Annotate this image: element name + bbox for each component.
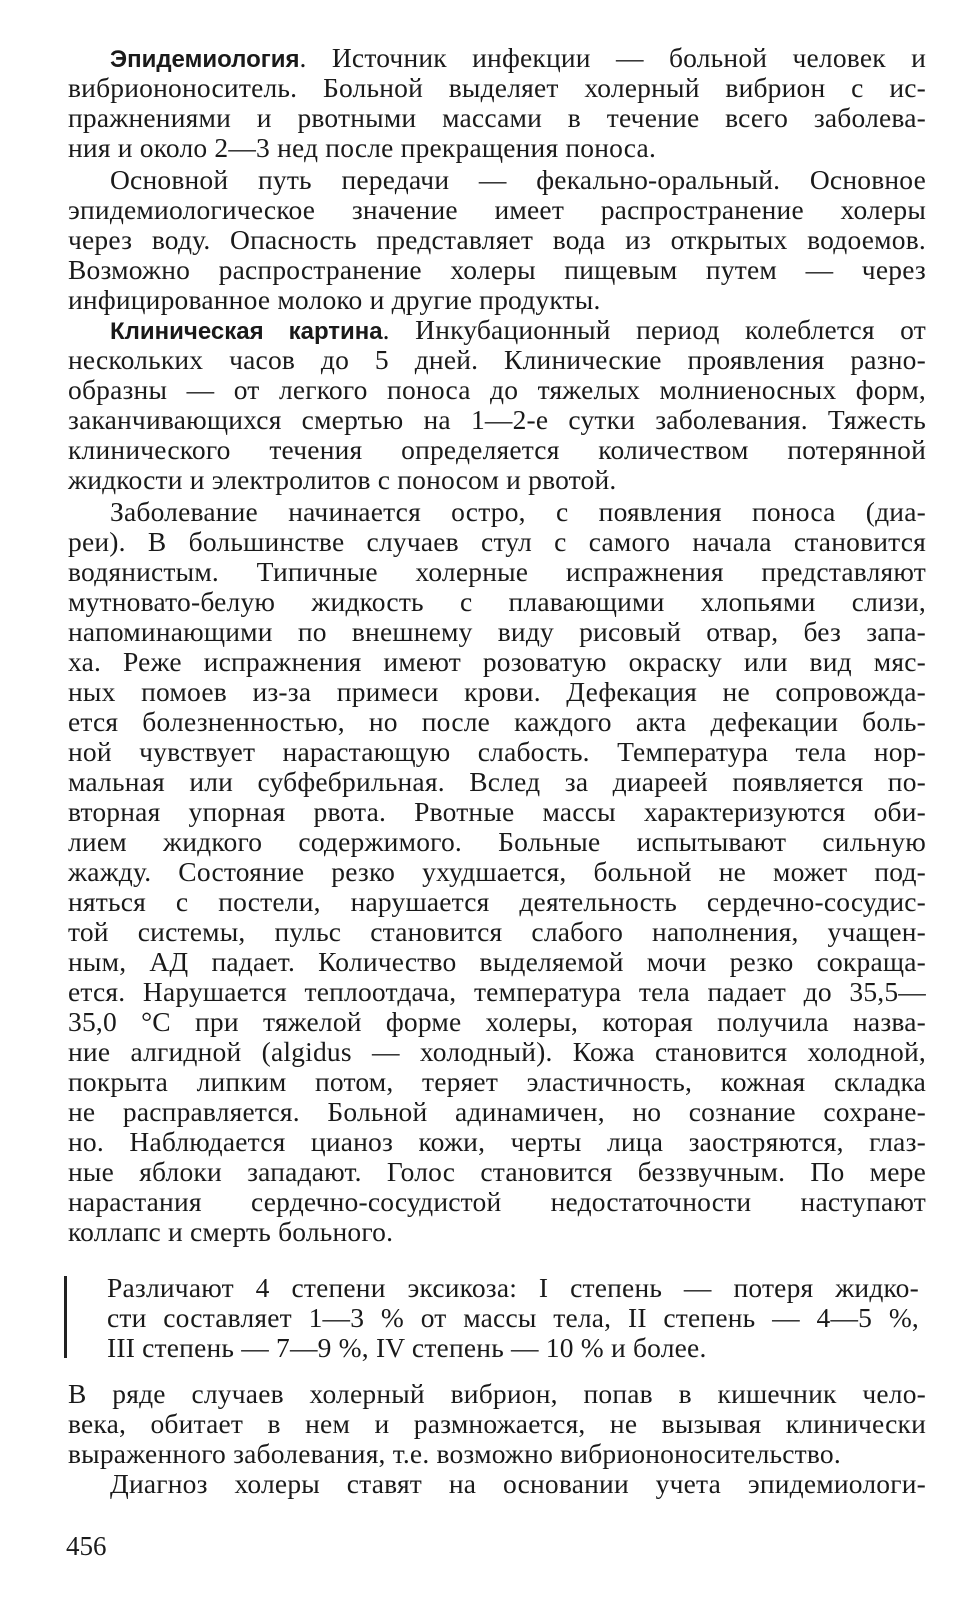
text-line: Заболевание начинается остро, с появления поноса (диа- [110, 496, 926, 527]
text-line: через воду. Опасность представляет вода из открытых водоемов. [68, 224, 926, 255]
text-line: заканчивающихся смертью на 1—2-е сутки заболевания. Тяжесть [68, 404, 926, 435]
text-line: ные яблоки западают. Голос становится беззвучным. По мере [68, 1156, 926, 1187]
text-line: эпидемиологическое значение имеет распространение холеры [68, 194, 926, 225]
page-number: 456 [66, 1531, 107, 1561]
text-line: покрыта липким потом, теряет эластичность, кожная складка [68, 1066, 926, 1097]
text-line: Основной путь передачи — фекально-оральный. Основное [110, 164, 926, 195]
text-line: образны — от легкого поноса до тяжелых молниеносных форм, [68, 374, 926, 405]
text-line: ется болезненностью, но после каждого акта дефекации боль- [68, 706, 926, 737]
text-line: мутновато-белую жидкость с плавающими хлопьями слизи, [68, 586, 926, 617]
text-line: инфицированное молоко и другие продукты. [68, 284, 601, 315]
text-line: 35,0 °С при тяжелой форме холеры, которая получила назва- [68, 1006, 926, 1037]
text-line: выраженного заболевания, т.е. возможно вибриононосительство. [68, 1438, 841, 1469]
text-line: няться с постели, нарушается деятельность сердечно-сосудис- [68, 886, 926, 917]
text-line: водянистым. Типичные холерные испражнения представляют [68, 556, 926, 587]
text-line: вторная упорная рвота. Рвотные массы характеризуются оби- [68, 796, 926, 827]
text-line: сти составляет 1—3 % от массы тела, II степень — 4—5 %, [107, 1302, 919, 1333]
margin-bar [64, 1276, 67, 1358]
text-line: нескольких часов до 5 дней. Клинические проявления разно- [68, 344, 926, 375]
text-line: Эпидемиология. Источник инфекции — больной человек и [110, 42, 926, 73]
text-line: жидкости и электролитов с поносом и рвотой. [68, 464, 617, 495]
text-line: нарастания сердечно-сосудистой недостаточности наступают [68, 1186, 926, 1217]
text-line: не расправляется. Больной адинамичен, но сознание сохране- [68, 1096, 926, 1127]
run-in-heading: Клиническая картина [110, 318, 383, 345]
text-line: напоминающими по внешнему виду рисовый отвар, без запа- [68, 616, 926, 647]
text-line: жажду. Состояние резко ухудшается, больной не может под- [68, 856, 926, 887]
text-line: Различают 4 степени эксикоза: I степень — потеря жидко- [107, 1272, 919, 1303]
text-line: ние алгидной (algidus — холодный). Кожа становится холодной, [68, 1036, 926, 1067]
text-line: ным, АД падает. Количество выделяемой мочи резко сокраща- [68, 946, 926, 977]
text-line: В ряде случаев холерный вибрион, попав в кишечник чело- [68, 1378, 926, 1409]
text-line: Клиническая картина. Инкубационный период колеблется от [110, 314, 926, 345]
text-line: ных помоев из-за примеси крови. Дефекация не сопровожда- [68, 676, 926, 707]
text-line: лием жидкого содержимого. Больные испытывают сильную [68, 826, 926, 857]
text-line: вибриононоситель. Больной выделяет холерный вибрион с ис- [68, 72, 926, 103]
text-line: ния и около 2—3 нед после прекращения поноса. [68, 132, 657, 163]
text-line: ха. Реже испражнения имеют розоватую окраску или вид мяс- [68, 646, 926, 677]
text-line: той системы, пульс становится слабого наполнения, учащен- [68, 916, 926, 947]
text-line: Диагноз холеры ставят на основании учета эпидемиологи- [110, 1468, 926, 1499]
run-in-heading: Эпидемиология [110, 46, 300, 73]
text-line: клинического течения определяется количеством потерянной [68, 434, 926, 465]
text-line: века, обитает в нем и размножается, не вызывая клинически [68, 1408, 926, 1439]
text-line: мальная или субфебрильная. Вслед за диареей появляется по- [68, 766, 926, 797]
text-line: ной чувствует нарастающую слабость. Температура тела нор- [68, 736, 926, 767]
text-line: пражнениями и рвотными массами в течение всего заболева- [68, 102, 926, 133]
text-line: но. Наблюдается цианоз кожи, черты лица заостряются, глаз- [68, 1126, 926, 1157]
text-line: реи). В большинстве случаев стул с самого начала становится [68, 526, 926, 557]
text-line: коллапс и смерть больного. [68, 1216, 394, 1247]
text-line: III степень — 7—9 %, IV степень — 10 % и более. [107, 1332, 707, 1363]
text-line: ется. Нарушается теплоотдача, температура тела падает до 35,5— [68, 976, 926, 1007]
text-line: Возможно распространение холеры пищевым путем — через [68, 254, 926, 285]
